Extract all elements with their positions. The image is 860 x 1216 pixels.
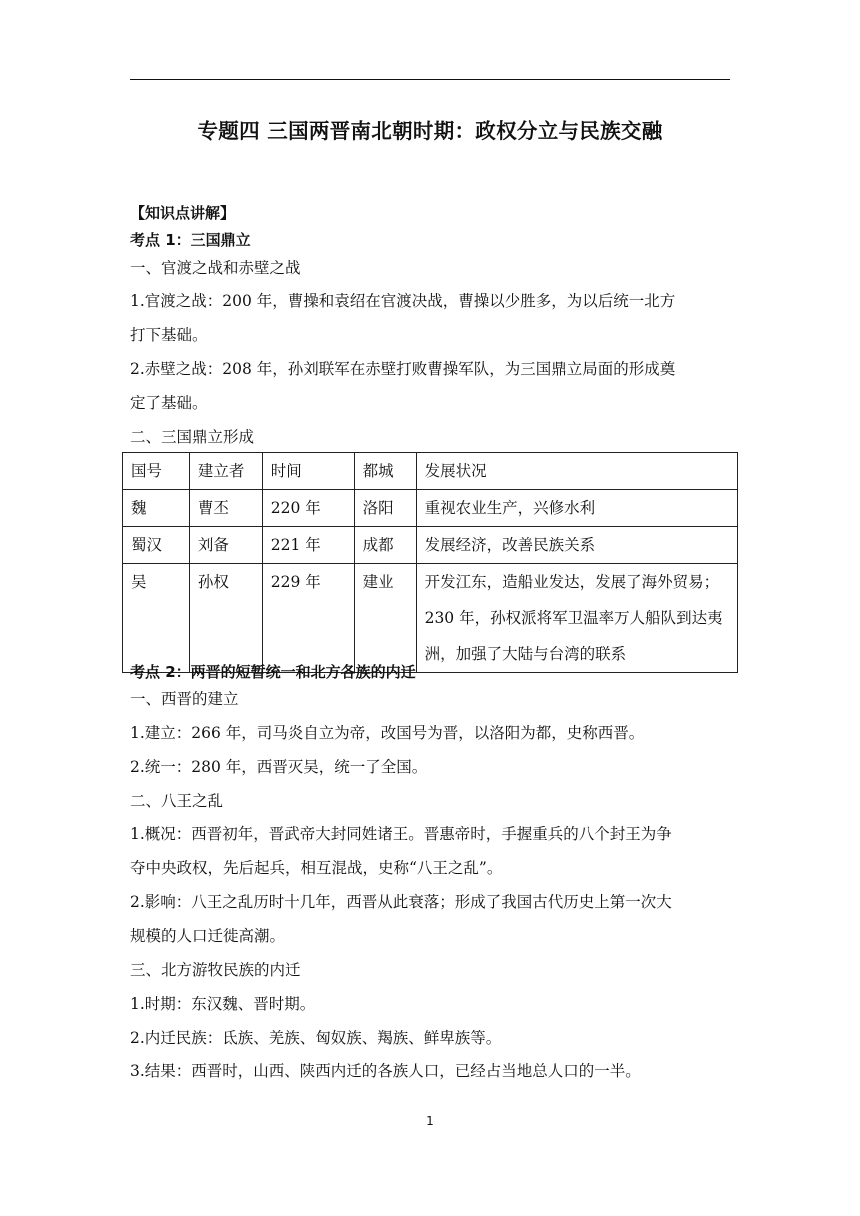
table-cell: 蜀汉 <box>123 527 190 564</box>
header-rule <box>130 79 730 80</box>
table-cell: 洛阳 <box>354 490 416 527</box>
kd2-paragraph-2: 2.统一：280 年，西晋灭吴，统一了全国。 <box>130 758 428 776</box>
kd1-paragraph-2-line-2: 定了基础。 <box>130 394 208 412</box>
kd2-subheading-3: 三、北方游牧民族的内迁 <box>130 961 301 979</box>
table-cell: 开发江东，造船业发达，发展了海外贸易；230 年，孙权派将军卫温率万人船队到达夷洲，加强了大陆与台湾的联系 <box>416 564 737 673</box>
section-header: 【知识点讲解】 <box>130 204 236 222</box>
table-cell: 魏 <box>123 490 190 527</box>
table-header-cell: 建立者 <box>189 453 262 490</box>
kd1-paragraph-1-line-2: 打下基础。 <box>130 326 208 344</box>
table-row <box>123 490 738 527</box>
table-cell: 229 年 <box>262 564 354 673</box>
kd2-subheading-1: 一、西晋的建立 <box>130 690 239 708</box>
table-cell: 孙权 <box>189 564 262 673</box>
kd2-subheading-2: 二、八王之乱 <box>130 792 224 810</box>
table-header-cell: 发展状况 <box>416 453 737 490</box>
table-header-cell: 国号 <box>123 453 190 490</box>
table-cell: 建业 <box>354 564 416 673</box>
table-row <box>123 527 738 564</box>
table-cell: 曹丕 <box>189 490 262 527</box>
table-cell: 成都 <box>354 527 416 564</box>
table-header-cell: 时间 <box>262 453 354 490</box>
kd2-paragraph-1: 1.建立：266 年，司马炎自立为帝，改国号为晋，以洛阳为都，史称西晋。 <box>130 724 645 742</box>
table-cell: 刘备 <box>189 527 262 564</box>
table-header-row <box>123 453 738 490</box>
kd2-paragraph-4-line-1: 2.影响：八王之乱历时十几年，西晋从此衰落；形成了我国古代历史上第一次大 <box>130 893 672 911</box>
table-cell: 重视农业生产，兴修水利 <box>416 490 737 527</box>
kd1-subheading-1: 一、官渡之战和赤壁之战 <box>130 259 301 277</box>
kd2-heading: 考点 2：两晋的短暂统一和北方各族的内迁 <box>130 663 416 681</box>
table-header-cell: 都城 <box>354 453 416 490</box>
kd1-heading: 考点 1：三国鼎立 <box>130 231 251 249</box>
kd1-paragraph-1-line-1: 1.官渡之战：200 年，曹操和袁绍在官渡决战，曹操以少胜多，为以后统一北方 <box>130 292 676 310</box>
table-cell: 220 年 <box>262 490 354 527</box>
kd1-paragraph-2-line-1: 2.赤壁之战：208 年，孙刘联军在赤壁打败曹操军队，为三国鼎立局面的形成奠 <box>130 360 676 378</box>
kd2-paragraph-6: 2.内迁民族：氐族、羌族、匈奴族、羯族、鲜卑族等。 <box>130 1029 502 1047</box>
table-cell: 吴 <box>123 564 190 673</box>
page-title: 专题四 三国两晋南北朝时期：政权分立与民族交融 <box>197 119 663 143</box>
table-cell: 221 年 <box>262 527 354 564</box>
table-row <box>123 564 738 673</box>
three-kingdoms-table <box>122 452 738 673</box>
kd2-paragraph-3-line-1: 1.概况：西晋初年，晋武帝大封同姓诸王。晋惠帝时，手握重兵的八个封王为争 <box>130 825 672 843</box>
table-cell: 发展经济，改善民族关系 <box>416 527 737 564</box>
kd2-paragraph-3-line-2: 夺中央政权，先后起兵，相互混战，史称“八王之乱”。 <box>130 859 503 877</box>
page-number: 1 <box>426 1114 434 1128</box>
kd2-paragraph-7: 3.结果：西晋时，山西、陕西内迁的各族人口，已经占当地总人口的一半。 <box>130 1062 641 1080</box>
kd2-paragraph-5: 1.时期：东汉魏、晋时期。 <box>130 995 316 1013</box>
kd2-paragraph-4-line-2: 规模的人口迁徙高潮。 <box>130 927 286 945</box>
kd1-subheading-2: 二、三国鼎立形成 <box>130 428 255 446</box>
